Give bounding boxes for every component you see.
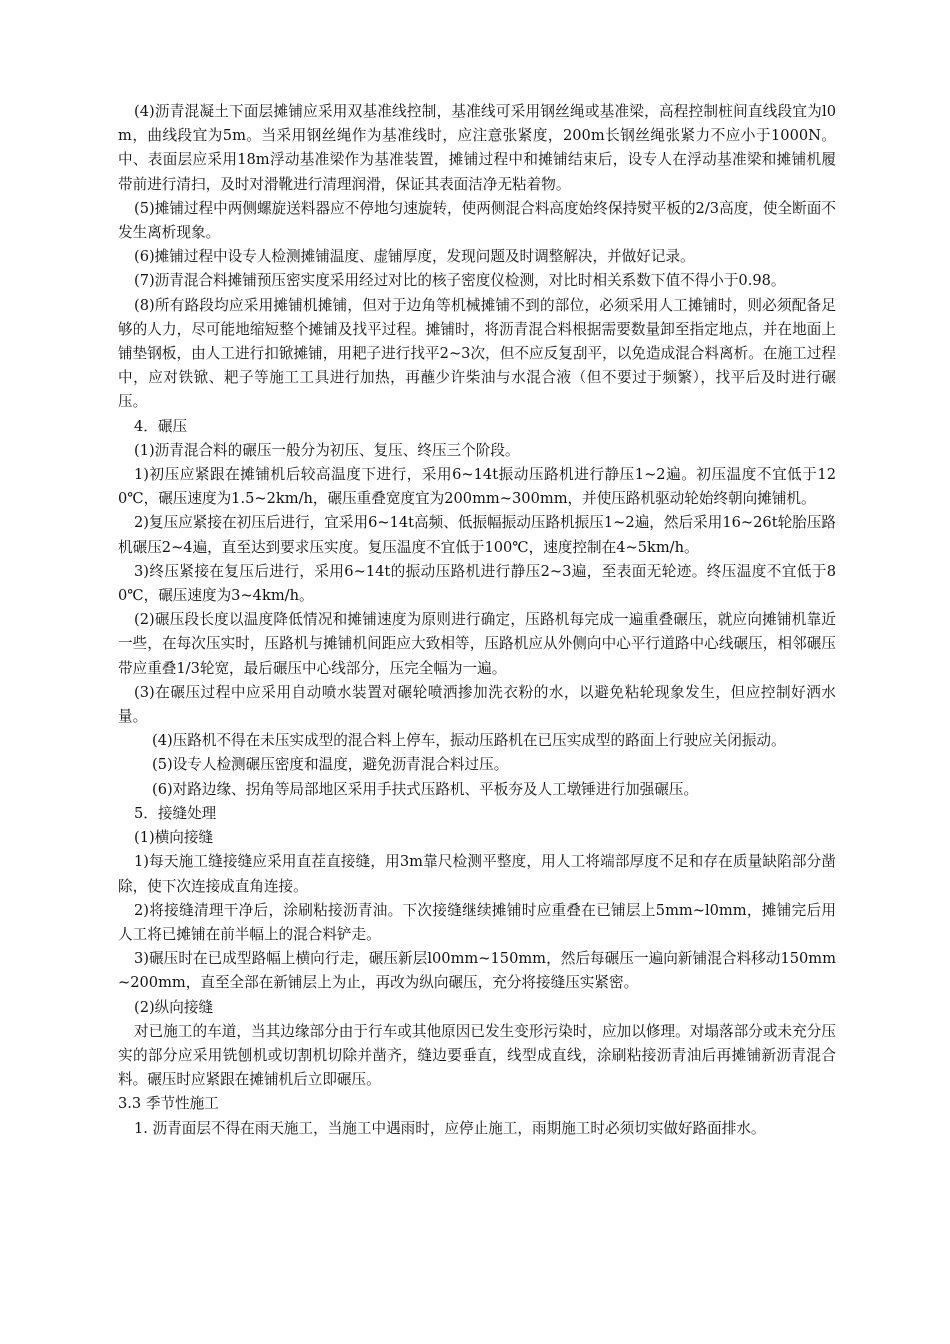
paragraph: (8)所有路段均应采用摊铺机摊铺，但对于边角等机械摊铺不到的部位，必须采用人工摊铺时，则必须配备足够的人力，尽可能地缩短整个摊铺及找平过程。摊铺时，将沥青混合料根据需要数量卸至指定地点，并在地面上铺垫钢板，由人工进行扣锨摊铺，用耙子进行找平2~3次，但不应反复刮平，以免造成混合料离析。在施工过程中，应对铁锨、耙子等施工工具进行加热，再蘸少许柴油与水混合液（但不要过于频繁），找平后及时进行碾压。 — [118, 296, 836, 411]
paragraph: (3)在碾压过程中应采用自动喷水装置对碾轮喷洒掺加洗衣粉的水，以避免粘轮现象发生，但应控制好洒水量。 — [118, 683, 836, 726]
paragraph: 1. 沥青面层不得在雨天施工，当施工中遇雨时，应停止施工，雨期施工时必须切实做好路面排水。 — [134, 1119, 766, 1137]
paragraph: (2)碾压段长度以温度降低情况和摊铺速度为原则进行确定，压路机每完成一遍重叠碾压，就应向摊铺机靠近一些，在每次压实时，压路机与摊铺机间距应大致相等，压路机应从外侧向中心平行道路中心线碾压，相邻碾压带应重叠1/3轮宽，最后碾压中心线部分，压完全幅为一遍。 — [118, 611, 836, 677]
paragraph: (5)设专人检测碾压密度和温度，避免沥青混合料过压。 — [152, 756, 509, 774]
paragraph: (6)摊铺过程中设专人检测摊铺温度、虚铺厚度，发现问题及时调整解决，并做好记录。 — [134, 248, 695, 266]
paragraph: 5．接缝处理 — [134, 804, 217, 822]
paragraph: 1)每天施工缝接缝应采用直茬直接缝，用3m靠尺检测平整度，用人工将端部厚度不足和存在质量缺陷部分凿除，使下次连接成直角连接。 — [118, 853, 836, 895]
paragraph: 2)复压应紧接在初压后进行，宜采用6~14t高频、低振幅振动压路机振压1~2遍，然后采用16~26t轮胎压路机碾压2~4遍，直至达到要求压实度。复压温度不宜低于100℃，速度控制在4~5km/h。 — [118, 514, 836, 556]
paragraph: (2)纵向接缝 — [134, 998, 214, 1016]
paragraph: (6)对路边缘、拐角等局部地区采用手扶式压路机、平板夯及人工墩锤进行加强碾压。 — [152, 780, 699, 798]
paragraph: (1)横向接缝 — [134, 829, 214, 847]
paragraph: (1)沥青混合料的碾压一般分为初压、复压、终压三个阶段。 — [134, 441, 520, 459]
paragraph: (4)压路机不得在未压实成型的混合料上停车，振动压路机在已压实成型的路面上行驶应关闭振动。 — [152, 732, 786, 750]
paragraph: 1)初压应紧跟在摊铺机后较高温度下进行，采用6~14t振动压路机进行静压1~2遍。初压温度不宜低于120℃，碾压速度为1.5~2km/h，碾压重叠宽度宜为200mm~300mm，并使压路机驱动轮始终朝向摊铺机。 — [118, 466, 836, 508]
paragraph: 3.3 季节性施工 — [118, 1095, 219, 1113]
paragraph: 4．碾压 — [134, 417, 188, 435]
paragraph: 对已施工的车道，当其边缘部分由于行车或其他原因已发生变形污染时，应加以修理。对塌落部分或未充分压实的部分应采用铣刨机或切割机切除并凿齐，缝边要垂直，线型成直线，涂刷粘接沥青油后再摊铺新沥青混合料。碾压时应紧跟在摊铺机后立即碾压。 — [118, 1022, 836, 1089]
paragraph: 2)将接缝清理干净后，涂刷粘接沥青油。下次接缝继续摊铺时应重叠在已铺层上5mm~l0mm，摊铺完后用人工将已摊铺在前半幅上的混合料铲走。 — [118, 901, 836, 943]
document-body — [118, 100, 836, 1141]
paragraph: 3)碾压时在已成型路幅上横向行走，碾压新层l00mm~150mm，然后每碾压一遍向新铺混合料移动150mm~200mm，直至全部在新铺层上为止，再改为纵向碾压，充分将接缝压实紧密。 — [118, 950, 836, 992]
paragraph: (4)沥青混凝土下面层摊铺应采用双基准线控制，基准线可采用钢丝绳或基准梁，高程控制桩间直线段宜为l0m，曲线段宜为5m。当采用钢丝绳作为基准线时，应注意张紧度，200m长钢丝绳张紧力不应小于1000N。中、表面层应采用18m浮动基准梁作为基准装置，摊铺过程中和摊铺结束后，设专人在浮动基准梁和摊铺机履带前进行清扫，及时对滑靴进行清理润滑，保证其表面洁净无粘着物。 — [118, 103, 836, 193]
paragraph: (7)沥青混合料摊铺预压密实度采用经过对比的核子密度仪检测，对比时相关系数下值不得小于0.98。 — [134, 272, 786, 290]
paragraph: (5)摊铺过程中两侧螺旋送料器应不停地匀速旋转，使两侧混合料高度始终保持熨平板的2/3高度，使全断面不发生离析现象。 — [118, 199, 836, 242]
paragraph: 3)终压紧接在复压后进行，采用6~14t的振动压路机进行静压2~3遍，至表面无轮迹。终压温度不宜低于80℃，碾压速度为3~4km/h。 — [118, 562, 836, 605]
